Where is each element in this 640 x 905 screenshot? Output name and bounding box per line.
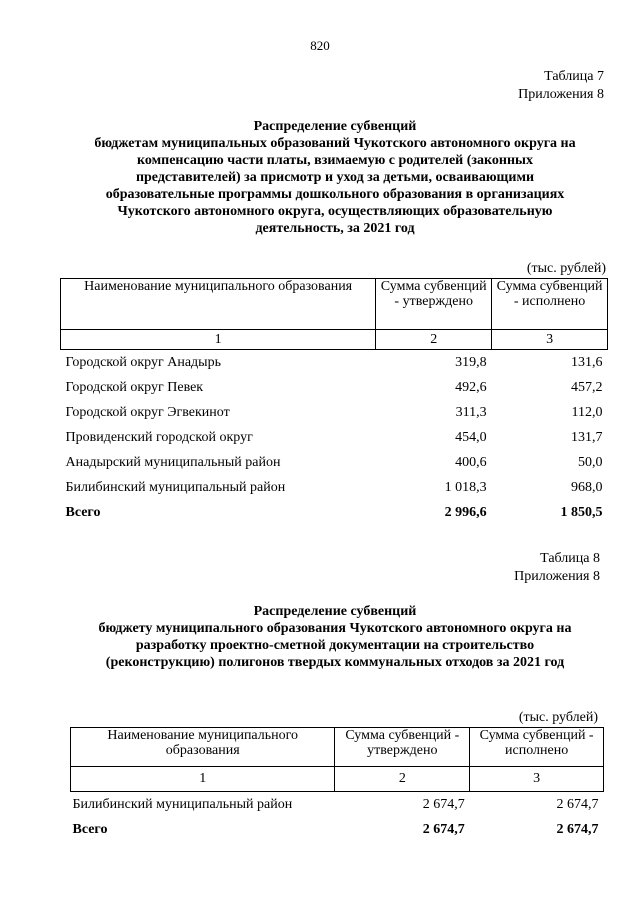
table8-header-name: Наименование муниципального образования — [71, 728, 335, 767]
row-executed: 457,2 — [571, 379, 603, 395]
table-row — [61, 475, 608, 500]
table8-title-line: Распределение субвенций — [253, 604, 417, 619]
table7-label-line1: Таблица 7 — [544, 69, 604, 84]
table8 — [70, 727, 604, 842]
table7-title-line: Чукотского автономного округа, осуществляющих образовательную — [117, 204, 553, 219]
table8-title-line: разработку проектно-сметной документации на строительство — [135, 638, 535, 653]
table7-title-line: бюджетам муниципальных образований Чукотского автономного округа на — [94, 136, 576, 151]
total-label: Всего — [65, 504, 101, 520]
table7-col-number: 2 — [376, 330, 492, 350]
row-executed: 50,0 — [578, 454, 603, 470]
table-row — [61, 350, 608, 376]
total-row — [71, 817, 604, 842]
table7-title-line: компенсацию части платы, взимаемую с родителей (законных — [137, 153, 533, 168]
row-executed: 112,0 — [571, 404, 603, 420]
table-row — [61, 400, 608, 425]
total-approved: 2 674,7 — [422, 821, 465, 837]
row-executed: 2 674,7 — [556, 796, 599, 812]
table8-title-line: бюджету муниципального образования Чукотского автономного округа на — [98, 621, 572, 636]
table-row — [61, 375, 608, 400]
row-approved: 1 018,3 — [444, 479, 487, 495]
table7-col-number: 1 — [61, 330, 376, 350]
table7-label — [518, 68, 604, 104]
row-approved: 400,6 — [455, 454, 487, 470]
row-name: Билибинский муниципальный район — [72, 796, 293, 812]
table7-header-executed: Сумма субвенций - исполнено — [492, 279, 608, 330]
row-name: Провиденский городской округ — [65, 429, 253, 445]
table8-label-line2: Приложения 8 — [514, 569, 600, 584]
row-approved: 311,3 — [455, 404, 487, 420]
total-row — [61, 500, 608, 525]
row-name: Городской округ Певек — [65, 379, 204, 395]
table8-label — [514, 550, 600, 586]
table8-title — [60, 603, 610, 671]
table8-col-number: 3 — [470, 767, 604, 792]
table-row — [71, 792, 604, 818]
table7 — [60, 278, 608, 525]
table7-title-line: образовательные программы дошкольного образования в организациях — [105, 187, 565, 202]
total-approved: 2 996,6 — [444, 504, 487, 520]
table7-header-approved: Сумма субвенций - утверждено — [376, 279, 492, 330]
total-label: Всего — [72, 821, 108, 837]
table7-header-name: Наименование муниципального образования — [61, 279, 376, 330]
row-executed: 131,7 — [571, 429, 603, 445]
total-executed: 2 674,7 — [556, 821, 599, 837]
table7-title-line: Распределение субвенций — [253, 119, 417, 134]
row-approved: 492,6 — [455, 379, 487, 395]
table7-unit: (тыс. рублей) — [526, 261, 606, 276]
table8-header-approved: Сумма субвенций - утверждено — [335, 728, 470, 767]
table8-title-line: (реконструкцию) полигонов твердых коммунальных отходов за 2021 год — [105, 655, 565, 670]
row-name: Билибинский муниципальный район — [65, 479, 286, 495]
row-name: Анадырский муниципальный район — [65, 454, 281, 470]
table7-title-line: деятельность, за 2021 год — [255, 221, 415, 236]
table8-header-executed: Сумма субвенций - исполнено — [470, 728, 604, 767]
row-approved: 319,8 — [455, 354, 487, 370]
row-approved: 454,0 — [455, 429, 487, 445]
row-executed: 968,0 — [571, 479, 603, 495]
table8-col-number: 2 — [335, 767, 470, 792]
row-executed: 131,6 — [571, 354, 603, 370]
table7-col-number: 3 — [492, 330, 608, 350]
row-name: Городской округ Эгвекинот — [65, 404, 230, 420]
table-row — [61, 425, 608, 450]
table-row — [61, 450, 608, 475]
table7-label-line2: Приложения 8 — [518, 87, 604, 102]
total-executed: 1 850,5 — [560, 504, 603, 520]
table7-title — [60, 118, 610, 237]
table8-col-number: 1 — [71, 767, 335, 792]
table8-unit: (тыс. рублей) — [518, 710, 598, 725]
table8-label-line1: Таблица 8 — [540, 551, 600, 566]
table7-title-line: представителей) за присмотр и уход за детьми, осваивающими — [135, 170, 535, 185]
row-approved: 2 674,7 — [422, 796, 465, 812]
page-number: 820 — [310, 38, 330, 53]
row-name: Городской округ Анадырь — [65, 354, 221, 370]
